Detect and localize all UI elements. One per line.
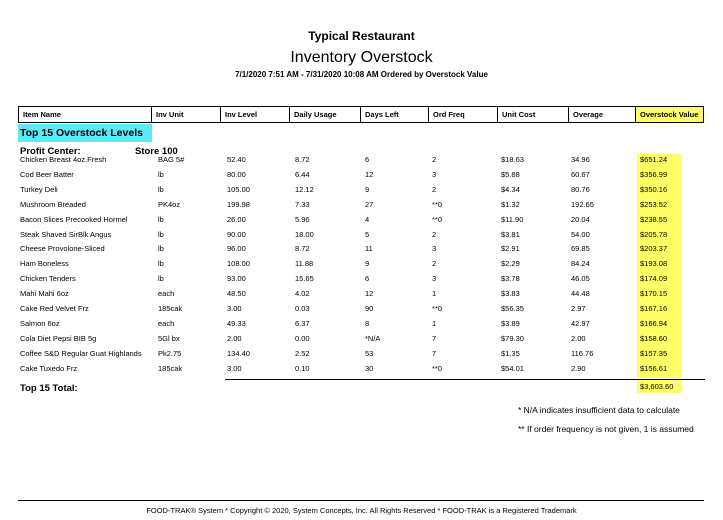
cell-inv-level: 48.50: [227, 289, 246, 299]
cell-ord-freq: 2: [432, 259, 437, 269]
cell-days-left: 27: [365, 199, 374, 209]
table-row: [0, 319, 723, 332]
col-days-left: Days Left: [361, 107, 429, 123]
cell-daily-usage: 7.33: [295, 199, 310, 209]
cell-daily-usage: 11.88: [295, 259, 314, 269]
cell-days-left: 5: [365, 229, 370, 239]
cell-inv-unit: each: [158, 318, 175, 328]
cell-overstock-value: $350.16: [640, 184, 668, 194]
section-title: Top 15 Overstock Levels: [18, 124, 152, 142]
cell-ord-freq: **0: [432, 304, 443, 313]
cell-overage: 80.76: [571, 184, 590, 194]
cell-overstock-value: $174.09: [640, 274, 668, 284]
cell-inv-level: 96.00: [227, 244, 246, 254]
cell-ord-freq: **0: [432, 199, 443, 209]
cell-unit-cost: $2.91: [501, 244, 520, 254]
cell-item-name: Salmon 6oz: [20, 318, 60, 328]
cell-inv-level: 199.98: [227, 199, 250, 209]
profit-center-label: Profit Center:: [20, 146, 81, 157]
cell-ord-freq: **0: [432, 363, 443, 373]
cell-unit-cost: $1.35: [501, 348, 520, 358]
column-header-row: [18, 106, 704, 123]
cell-daily-usage: 0.00: [295, 333, 310, 343]
cell-item-name: Mushroom Breaded: [20, 199, 86, 209]
cell-overage: 54.00: [571, 229, 590, 239]
cell-item-name: Ham Boneless: [20, 259, 69, 269]
cell-unit-cost: $3.89: [501, 318, 520, 328]
cell-inv-level: 3.00: [227, 304, 242, 313]
col-inv-unit: Inv Unit: [152, 107, 221, 123]
cell-unit-cost: $56.35: [501, 304, 524, 313]
cell-daily-usage: 12.12: [295, 184, 314, 194]
cell-ord-freq: 1: [432, 318, 437, 328]
cell-overstock-value: $166.94: [640, 318, 668, 328]
cell-inv-level: 134.40: [227, 348, 250, 358]
table-row: [0, 349, 723, 362]
cell-daily-usage: 0.10: [295, 363, 310, 373]
col-item-name: Item Name: [19, 107, 152, 123]
cell-days-left: *N/A: [365, 333, 381, 343]
cell-inv-unit: 5Gl bx: [158, 333, 180, 343]
cell-unit-cost: $3.81: [501, 229, 520, 239]
cell-overage: 20.04: [571, 214, 590, 224]
cell-overage: 192.65: [571, 199, 594, 209]
cell-inv-unit: lb: [158, 214, 164, 224]
cell-days-left: 9: [365, 184, 370, 194]
cell-daily-usage: 8.72: [295, 244, 310, 254]
cell-inv-level: 26.00: [227, 214, 246, 224]
cell-inv-level: 52.40: [227, 155, 246, 164]
cell-overstock-value: $158.60: [640, 333, 668, 343]
cell-ord-freq: **0: [432, 214, 443, 224]
cell-days-left: 6: [365, 155, 370, 164]
cell-overage: 116.76: [571, 348, 594, 358]
cell-overage: 42.97: [571, 318, 590, 328]
cell-overstock-value: $193.08: [640, 259, 668, 269]
cell-inv-level: 80.00: [227, 169, 246, 179]
cell-inv-unit: each: [158, 289, 175, 299]
col-overage: Overage: [569, 107, 636, 123]
cell-item-name: Cake Tuxedo Frz: [20, 363, 78, 373]
cell-ord-freq: 2: [432, 229, 437, 239]
cell-item-name: Turkey Deli: [20, 184, 58, 194]
cell-overstock-value: $651.24: [640, 155, 668, 164]
cell-unit-cost: $3.83: [501, 289, 520, 299]
cell-ord-freq: 3: [432, 244, 437, 254]
cell-overstock-value: $203.37: [640, 244, 668, 254]
cell-item-name: Cola Diet Pepsi BIB 5g: [20, 333, 97, 343]
cell-inv-unit: PK4oz: [158, 199, 181, 209]
footer-divider: [18, 500, 704, 501]
cell-daily-usage: 8.72: [295, 155, 310, 164]
table-row: [0, 230, 723, 243]
company-name: Typical Restaurant: [308, 29, 415, 43]
cell-unit-cost: $54.01: [501, 363, 524, 373]
cell-overage: 2.90: [571, 363, 586, 373]
cell-unit-cost: $4.34: [501, 184, 520, 194]
cell-days-left: 12: [365, 169, 374, 179]
cell-inv-unit: 185cak: [158, 363, 183, 373]
table-row: [0, 155, 723, 168]
cell-ord-freq: 3: [432, 169, 437, 179]
cell-days-left: 12: [365, 289, 374, 299]
cell-daily-usage: 2.52: [295, 348, 310, 358]
cell-overage: 84.24: [571, 259, 590, 269]
report-subtitle: 7/1/2020 7:51 AM - 7/31/2020 10:08 AM Ordered by Overstock Value: [235, 70, 488, 79]
cell-ord-freq: 2: [432, 184, 437, 194]
cell-ord-freq: 3: [432, 274, 437, 284]
cell-daily-usage: 18.00: [295, 229, 314, 239]
cell-inv-unit: 185cak: [158, 304, 183, 313]
cell-unit-cost: $18.63: [501, 155, 524, 164]
cell-overstock-value: $238.55: [640, 214, 668, 224]
cell-unit-cost: $3.78: [501, 274, 520, 284]
cell-inv-unit: lb: [158, 229, 164, 239]
footer-text: FOOD-TRAK® System * Copyright © 2020, System Concepts, Inc. All Rights Reserved * FOOD-TRAK is a Registered Trademark: [146, 506, 577, 515]
cell-daily-usage: 6.37: [295, 318, 310, 328]
cell-item-name: Bacon Slices Precooked Hormel: [20, 214, 128, 224]
cell-ord-freq: 7: [432, 333, 437, 343]
cell-inv-level: 108.00: [227, 259, 250, 269]
cell-overage: 34.96: [571, 155, 590, 164]
cell-inv-unit: BAG 5#: [158, 155, 185, 164]
cell-overage: 2.97: [571, 304, 586, 313]
col-overstock-value: Overstock Value: [636, 107, 704, 123]
cell-overstock-value: $253.52: [640, 199, 668, 209]
cell-overage: 44.48: [571, 289, 590, 299]
col-inv-level: Inv Level: [221, 107, 290, 123]
cell-days-left: 4: [365, 214, 370, 224]
cell-unit-cost: $2.29: [501, 259, 520, 269]
total-value: $3,603.60: [640, 382, 674, 391]
cell-inv-unit: lb: [158, 169, 164, 179]
cell-overstock-value: $205.78: [640, 229, 668, 239]
cell-unit-cost: $1.32: [501, 199, 520, 209]
table-row: [0, 274, 723, 287]
cell-days-left: 8: [365, 318, 370, 328]
cell-overstock-value: $157.35: [640, 348, 668, 358]
table-row: [0, 170, 723, 183]
cell-item-name: Chicken Breast 4oz.Fresh: [20, 155, 107, 164]
cell-overstock-value: $356.99: [640, 169, 668, 179]
table-row: [0, 215, 723, 228]
cell-inv-unit: lb: [158, 274, 164, 284]
cell-overage: 2.00: [571, 333, 586, 343]
table-row: [0, 200, 723, 213]
cell-inv-level: 105.00: [227, 184, 250, 194]
cell-item-name: Cod Beer Batter: [20, 169, 74, 179]
cell-overstock-value: $167.16: [640, 304, 668, 313]
cell-days-left: 90: [365, 304, 374, 313]
cell-inv-level: 49.33: [227, 318, 246, 328]
table-row: [0, 364, 723, 377]
cell-inv-level: 3.00: [227, 363, 242, 373]
col-ord-freq: Ord Freq: [429, 107, 498, 123]
cell-days-left: 6: [365, 274, 370, 284]
total-label: Top 15 Total:: [20, 383, 78, 394]
cell-item-name: Coffee S&D Regular Guat Highlands: [20, 348, 142, 358]
table-row: [0, 259, 723, 272]
cell-item-name: Chicken Tenders: [20, 274, 76, 284]
cell-unit-cost: $79.30: [501, 333, 524, 343]
cell-daily-usage: 5.96: [295, 214, 310, 224]
report-title: Inventory Overstock: [290, 49, 433, 66]
cell-overstock-value: $170.15: [640, 289, 668, 299]
cell-overage: 60.67: [571, 169, 590, 179]
col-unit-cost: Unit Cost: [498, 107, 569, 123]
table-row: [0, 304, 723, 317]
cell-daily-usage: 15.65: [295, 274, 314, 284]
cell-item-name: Steak Shaved SirBlk Angus: [20, 229, 112, 239]
cell-overage: 46.05: [571, 274, 590, 284]
cell-inv-level: 93.00: [227, 274, 246, 284]
cell-ord-freq: 7: [432, 348, 437, 358]
cell-inv-level: 2.00: [227, 333, 242, 343]
cell-inv-level: 90.00: [227, 229, 246, 239]
total-divider: [225, 379, 705, 380]
cell-item-name: Cake Red Velvet Frz: [20, 304, 89, 313]
cell-days-left: 11: [365, 244, 373, 254]
note-order-freq: ** If order frequency is not given, 1 is assumed: [518, 424, 694, 434]
note-na: * N/A indicates insufficient data to calculate: [518, 405, 680, 415]
table-row: [0, 289, 723, 302]
cell-item-name: Cheese Provolone-Sliced: [20, 244, 105, 254]
cell-inv-unit: lb: [158, 244, 164, 254]
table-row: [0, 244, 723, 257]
profit-center-value: Store 100: [135, 146, 178, 157]
cell-inv-unit: lb: [158, 259, 164, 269]
cell-ord-freq: 1: [432, 289, 437, 299]
cell-item-name: Mahi Mahi 6oz: [20, 289, 69, 299]
cell-days-left: 9: [365, 259, 370, 269]
cell-inv-unit: Pk2.75: [158, 348, 182, 358]
cell-days-left: 53: [365, 348, 374, 358]
cell-unit-cost: $11.90: [501, 214, 524, 224]
cell-ord-freq: 2: [432, 155, 437, 164]
cell-daily-usage: 6.44: [295, 169, 310, 179]
cell-unit-cost: $5.88: [501, 169, 520, 179]
table-row: [0, 185, 723, 198]
cell-overstock-value: $156.61: [640, 363, 668, 373]
cell-daily-usage: 0.03: [295, 304, 310, 313]
cell-overage: 69.85: [571, 244, 590, 254]
table-row: [0, 334, 723, 347]
col-daily-usage: Daily Usage: [290, 107, 361, 123]
cell-days-left: 30: [365, 363, 374, 373]
cell-daily-usage: 4.02: [295, 289, 310, 299]
cell-inv-unit: lb: [158, 184, 164, 194]
